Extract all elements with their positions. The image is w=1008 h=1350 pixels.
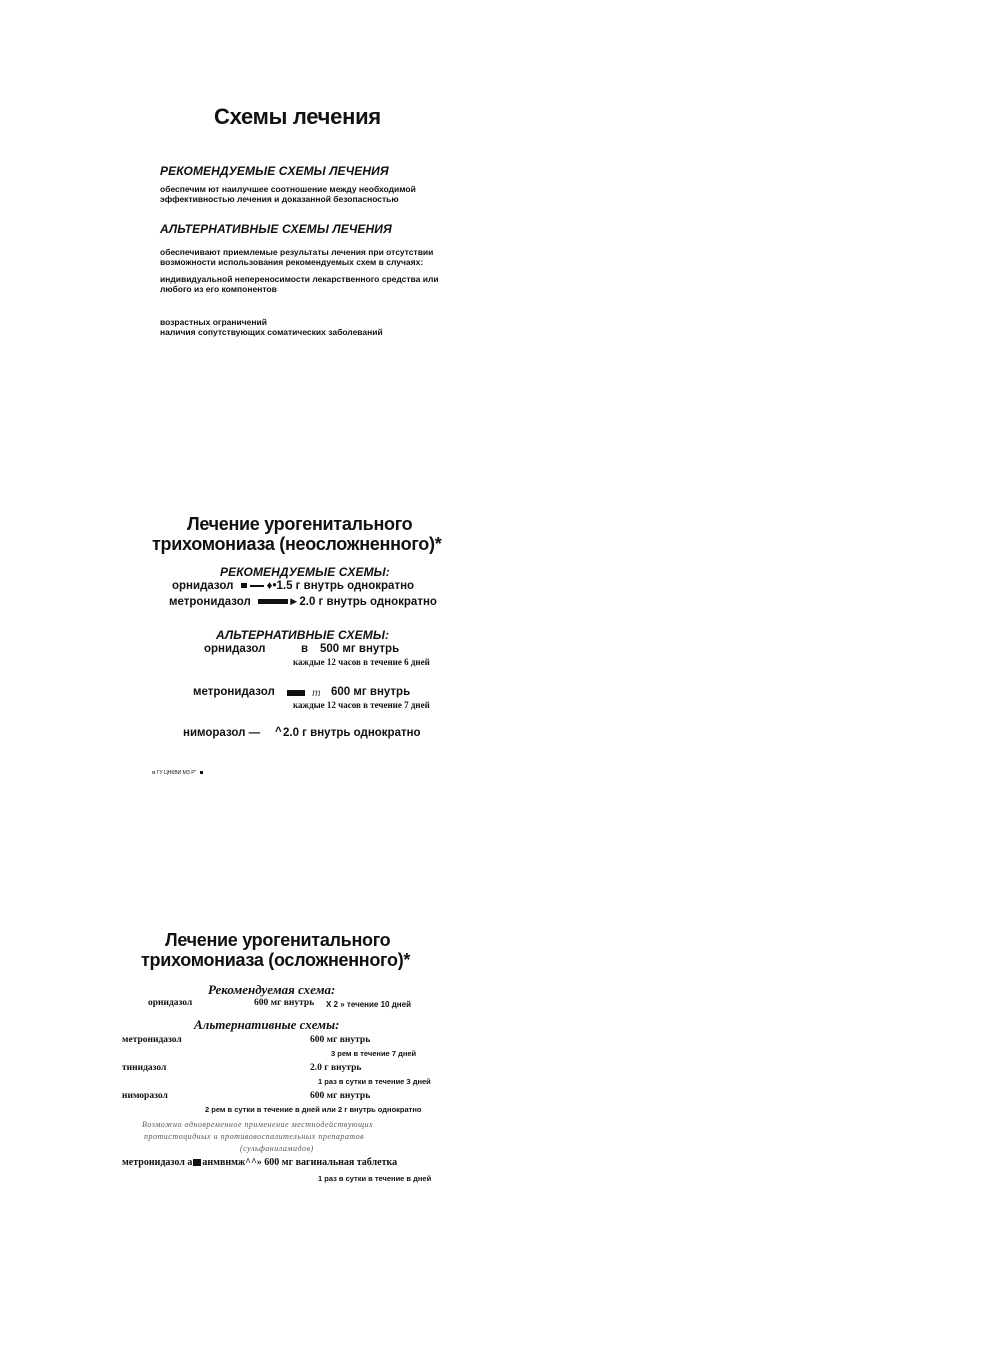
- alt-dose: 500 мг внутрь: [320, 643, 400, 655]
- alt-drug-metronidazole: метронидазол: [122, 1035, 182, 1045]
- local-drug-row: [122, 1157, 397, 1168]
- scan-artifact: [193, 1159, 201, 1166]
- case-age: возрастных ограничений: [160, 317, 267, 327]
- alternative-schemes-text-1: обеспечивают приемлемые результаты лечения при отсутствии: [160, 247, 434, 257]
- slide1-title: Схемы лечения: [214, 104, 381, 129]
- diamond-icon: ♦: [266, 580, 273, 592]
- alt-drug-ornidazole: орнидазол: [204, 643, 266, 655]
- rec-drug-ornidazole: орнидазол: [148, 998, 193, 1008]
- rec-dose: 600 мг внутрь: [254, 998, 315, 1008]
- alt-frequency: 2 рем в сутки в течение в дней или 2 г внутрь однократно: [205, 1105, 422, 1114]
- arrow-right-icon: ►: [287, 596, 300, 608]
- drug-name: орнидазол: [172, 580, 234, 592]
- alt-frequency: каждые 12 часов в течение 6 дней: [293, 657, 430, 667]
- alt-mark: в: [301, 643, 309, 655]
- rec-row-metronidazole: [169, 596, 437, 608]
- alt-dose: 2.0 г внутрь однократно: [283, 727, 421, 739]
- recommended-schemes-text-2: эффективностью лечения и доказанной безопасностью: [160, 194, 399, 204]
- alt-frequency: 3 рем в течение 7 дней: [331, 1049, 417, 1058]
- dose-text: •1.5 г внутрь однократно: [272, 580, 415, 592]
- rec-row-ornidazole: [172, 580, 414, 592]
- case-intolerance-1: индивидуальной непереносимости лекарственного средства или: [160, 274, 439, 284]
- drug-name: метронидазол а: [122, 1157, 193, 1168]
- alt-mark: т: [312, 685, 321, 699]
- scan-artifact-bar: [287, 690, 305, 696]
- dose-text: 600 мг вагинальная таблетка: [264, 1157, 398, 1168]
- slide2-footnote: [152, 770, 203, 776]
- slide2-title-line-2: трихомониаза (неосложненного)*: [152, 534, 442, 554]
- slide3-alternative-heading: Альтернативные схемы:: [194, 1017, 340, 1032]
- local-frequency: 1 раз в сутки в течение в дней: [318, 1174, 432, 1183]
- alternative-schemes-heading: АЛЬТЕРНАТИВНЫЕ СХЕМЫ ЛЕЧЕНИЯ: [160, 222, 392, 236]
- case-comorbidity: наличия сопутствующих соматических заболеваний: [160, 327, 383, 337]
- case-intolerance-2: любого из его компонентов: [160, 284, 277, 294]
- slide3-recommended-heading: Рекомендуемая схема:: [208, 982, 336, 997]
- scan-artifact-text: анмвнмж^^»: [202, 1157, 262, 1168]
- slide2-recommended-heading: РЕКОМЕНДУЕМЫЕ СХЕМЫ:: [220, 565, 390, 579]
- alt-mark: ^: [275, 726, 282, 738]
- recommended-schemes-heading: РЕКОМЕНДУЕМЫЕ СХЕМЫ ЛЕЧЕНИЯ: [160, 164, 389, 178]
- alt-drug-metronidazole: метронидазол: [193, 686, 275, 698]
- recommended-schemes-text-1: обеспечим ют наилучшее соотношение между необходимой: [160, 184, 416, 194]
- alternative-schemes-text-2: возможности использования рекомендуемых схем в случаях:: [160, 257, 424, 267]
- square-bullet-icon: [200, 771, 203, 774]
- alt-dose: 600 мг внутрь: [310, 1035, 371, 1045]
- alt-drug-nimorazole: ниморазол —: [183, 727, 261, 739]
- alt-frequency: каждые 12 часов в течение 7 дней: [293, 700, 430, 710]
- alt-dose: 600 мг внутрь: [310, 1091, 371, 1101]
- dash-connector: [250, 585, 264, 587]
- alt-frequency: 1 раз в сутки в течение 3 дней: [318, 1077, 431, 1086]
- scan-artifact: [241, 583, 247, 588]
- rec-frequency: Х 2 » течение 10 дней: [326, 1000, 411, 1009]
- alt-dose: 600 мг внутрь: [331, 686, 411, 698]
- local-therapy-note-1: Возможно одновременное применение местнодействующих: [142, 1120, 374, 1129]
- drug-name: метронидазол: [169, 596, 251, 608]
- dose-text: 2.0 г внутрь однократно: [299, 596, 437, 608]
- slide2-alternative-heading: АЛЬТЕРНАТИВНЫЕ СХЕМЫ:: [216, 628, 390, 642]
- slide3-title-line-2: трихомониаза (осложненного)*: [141, 950, 411, 970]
- alt-dose: 2.0 г внутрь: [310, 1063, 362, 1073]
- alt-drug-nimorazole: ниморазол: [122, 1091, 168, 1101]
- arrow-connector-bar: [258, 599, 288, 604]
- alt-drug-tinidazole: тинидазол: [122, 1063, 167, 1073]
- slide3-title-line-1: Лечение урогенитального: [165, 930, 391, 950]
- local-therapy-note-3: (сульфаниламидов): [240, 1144, 314, 1153]
- local-therapy-note-2: протистоцидных и противовоспалительных препаратов: [144, 1132, 365, 1141]
- slide2-title-line-1: Лечение урогенитального: [187, 514, 413, 534]
- footnote-text: м ГУ ЦНКВИ МЗ Р": [152, 770, 197, 776]
